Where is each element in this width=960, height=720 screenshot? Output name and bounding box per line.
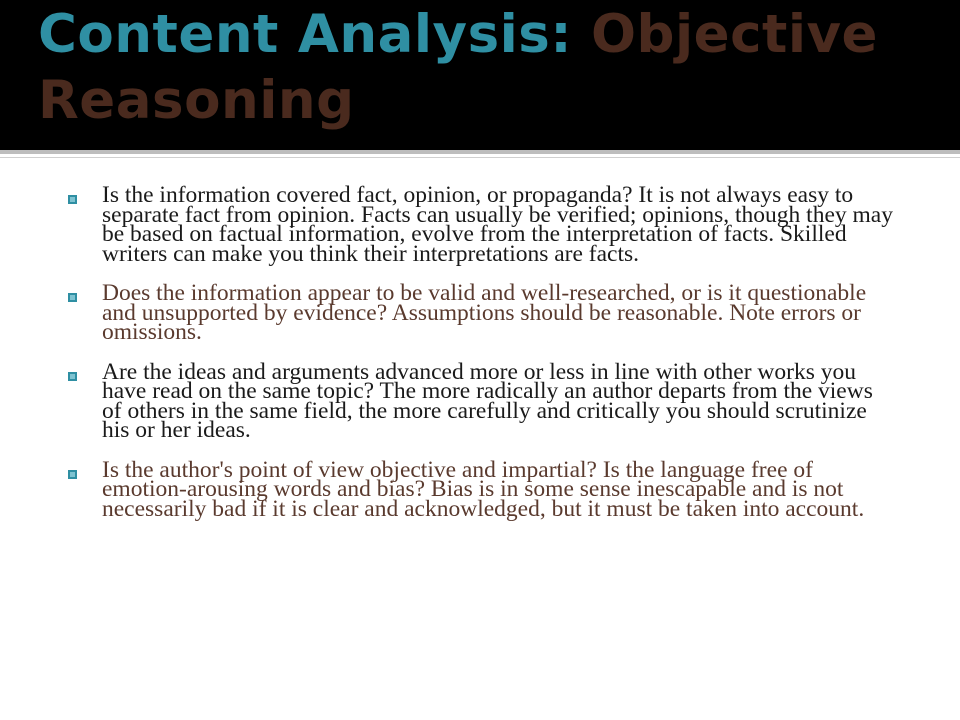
bullet-text: Are the ideas and arguments advanced more or less in line with other works you have read on the same topic? The more radically an author departs from the views of others in the same field, the more carefully and critically you should scrutinize his or her ideas. [102,358,873,443]
title-part-primary: Content Analysis: [38,4,591,65]
title-part-secondary: Objective Reasoning [38,4,879,131]
square-bullet-icon [68,195,77,204]
bullet-item [68,456,898,522]
slide-title [38,2,938,134]
bullet-text: Is the information covered fact, opinion, or propaganda? It is not always easy to separate fact from opinion. Facts can usually be verified; opinions, though they may be based on factual information, evolve from the interpretation of facts. Skilled writers can make you think their interpretations are facts. [102,182,893,267]
square-bullet-icon [68,470,77,479]
square-bullet-icon [68,293,77,302]
title-divider [0,150,960,154]
square-bullet-icon [68,372,77,381]
bullet-item [68,358,898,443]
title-bar [0,0,960,150]
bullet-text: Is the author's point of view objective and impartial? Is the language free of emotion-arousing words and bias? Bias is in some sense inescapable and is not necessarily bad if it is clear and acknowledged, but it must be taken into account. [102,456,865,522]
bullet-item [68,182,898,267]
bullet-item [68,280,898,345]
title-divider-thin [0,157,960,158]
bullet-list [68,182,898,539]
bullet-text: Does the information appear to be valid and well-researched, or is it questionable and unsupported by evidence? Assumptions should be reasonable. Note errors or omissions. [102,280,867,345]
